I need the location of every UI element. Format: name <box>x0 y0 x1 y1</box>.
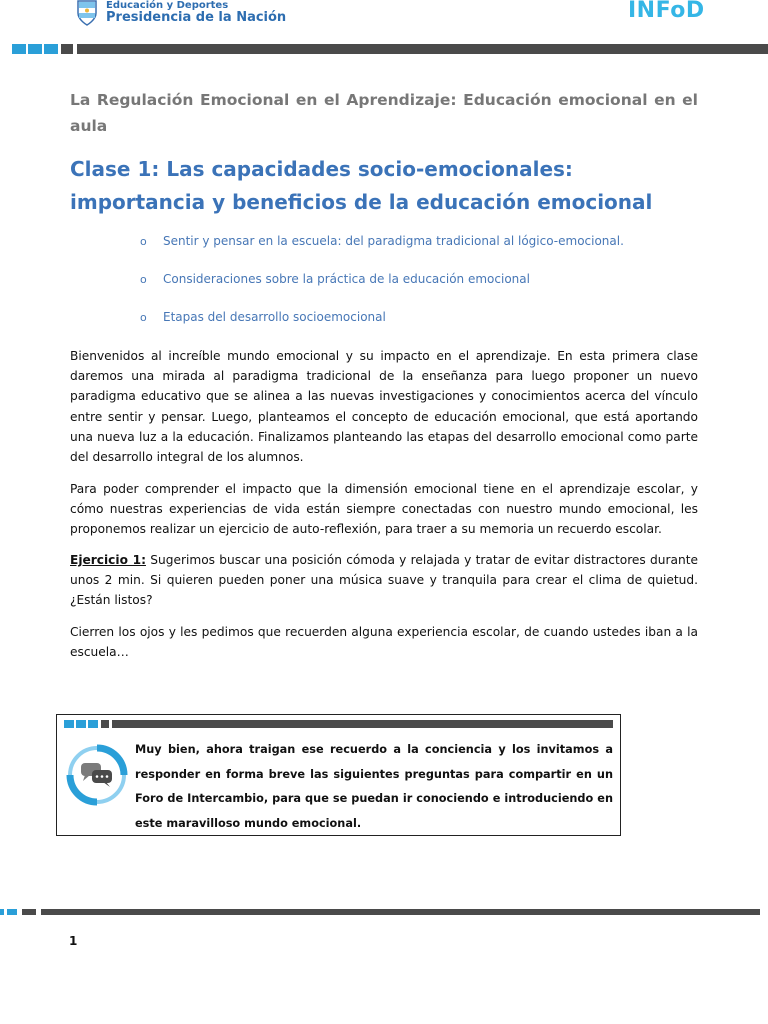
forum-chat-icon <box>66 744 128 806</box>
exercise-text: Sugerimos buscar una posición cómoda y relajada y tratar de evitar distractores durante unos 2 min. Si quieren pueden poner una música suave y tranquila para crear el clima de quietud. ¿Están listos? <box>70 553 698 608</box>
bullet-marker: o <box>140 273 147 286</box>
argentina-shield-icon <box>76 0 98 26</box>
exercise-label: Ejercicio 1: <box>70 553 146 567</box>
class-title: Clase 1: Las capacidades socio-emocionales: importancia y beneficios de la educación emocional <box>70 157 653 214</box>
infod-logo: INFoD <box>628 0 705 23</box>
topic-item <box>140 309 386 326</box>
callout-text: Muy bien, ahora traigan ese recuerdo a la conciencia y los invitamos a responder en forma breve las siguientes preguntas para compartir en un Foro de Intercambio, para que se puedan ir conociendo e introduciendo en este maravilloso mundo emocional. <box>135 743 613 830</box>
topic-text: Sentir y pensar en la escuela: del paradigma tradicional al lógico-emocional. <box>163 234 624 248</box>
bullet-marker: o <box>140 311 147 324</box>
topic-text: Consideraciones sobre la práctica de la educación emocional <box>163 272 530 286</box>
intro-paragraph: Bienvenidos al increíble mundo emocional y su impacto en el aprendizaje. En esta primera clase daremos una mirada al paradigma tradicional de la enseñanza para luego proponer un nuevo paradigma educativo que se alinea a las nuevas investigaciones y conocimientos acerca del vínculo entre sentir y pensar. Luego, planteamos el concepto de educación emocional, que está aportando una nueva luz a la educación. Finalizamos planteando las etapas del desarrollo emocional como parte del desarrollo integral de los alumnos. <box>70 349 698 465</box>
ministry-name: Educación y Deportes <box>106 0 229 11</box>
reflection-paragraph: Para poder comprender el impacto que la dimensión emocional tiene en el aprendizaje escolar, y cómo nuestras experiencias de vida están siempre conectadas con nuestro mundo emocional, les proponemos realizar un ejercicio de auto-reflexión, para traer a su memoria un recuerdo escolar. <box>70 482 698 537</box>
presidency-name: Presidencia de la Nación <box>106 10 287 25</box>
closing-paragraph: Cierren los ojos y les pedimos que recuerden alguna experiencia escolar, de cuando ustedes iban a la escuela… <box>70 625 698 660</box>
topic-item <box>140 233 624 250</box>
topic-text: Etapas del desarrollo socioemocional <box>163 310 386 324</box>
bullet-marker: o <box>140 235 147 248</box>
page-number: 1 <box>69 934 78 948</box>
course-title: La Regulación Emocional en el Aprendizaje: Educación emocional en el aula <box>70 91 698 135</box>
topic-item <box>140 271 530 288</box>
exercise-paragraph <box>70 550 698 611</box>
